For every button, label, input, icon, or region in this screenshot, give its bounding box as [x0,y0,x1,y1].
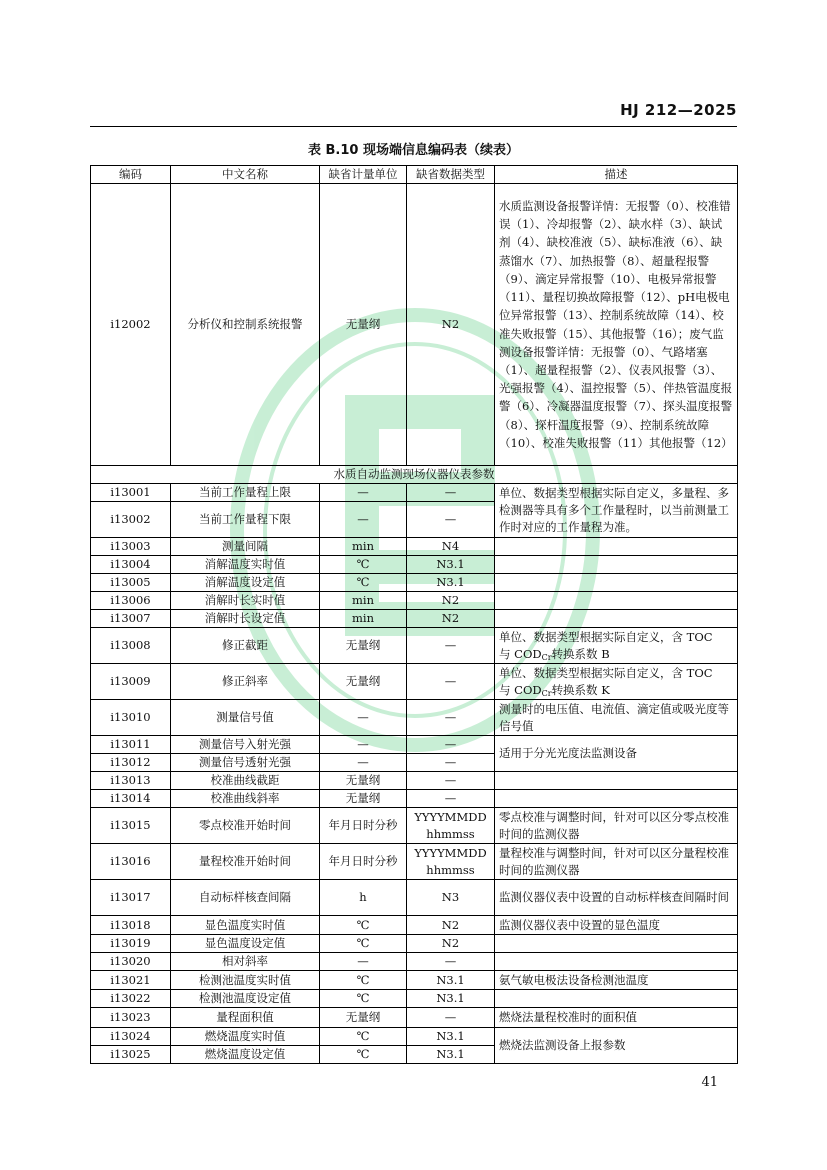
cell-code: i13005 [91,574,171,592]
cell-unit: — [320,484,407,502]
table-row [91,844,738,880]
cell-unit: ℃ [320,935,407,953]
table-row [91,1027,738,1045]
table-row [91,700,738,736]
cell-desc [495,772,738,790]
cell-desc: 水质监测设备报警详情：无报警（0）、校准错误（1）、冷却报警（2）、缺水样（3）、缺试剂（4）、缺校准液（5）、缺标准液（6）、缺蒸馏水（7）、加热报警（8）、超量程报警（9）、滴定异常报警（10）、电极异常报警（11）、量程切换故障报警（12）、pH电极电位异常报警（13）、控制系统故障（14）、校准失败报警（15）、其他报警（16）；废气监测设备报警详情：无报警（0）、气路堵塞（1）、超量程报警（2）、仪表风报警（3）、光强报警（4）、温控报警（5）、伴热管温度报警（6）、冷凝器温度报警（7）、探头温度报警（8）、探杆温度报警（9）、控制系统故障（10）、校准失败报警（11）其他报警（12） [495,184,738,466]
cell-type: — [407,700,495,736]
cell-unit: 无量纲 [320,664,407,700]
cell-name: 相对斜率 [171,953,320,971]
cell-unit: 无量纲 [320,1008,407,1027]
cell-code: i13008 [91,628,171,664]
cell-desc [495,664,738,700]
cell-code: i13011 [91,736,171,754]
table-row [91,736,738,754]
column-header-type: 缺省数据类型 [407,166,495,184]
desc-subscript: Cr [541,688,552,698]
cell-code: i13002 [91,502,171,538]
cell-desc [495,556,738,574]
table-row [91,484,738,502]
table-row [91,538,738,556]
desc-subscript: Cr [541,652,552,662]
cell-name: 自动标样核查间隔 [171,880,320,916]
cell-name: 量程面积值 [171,1008,320,1027]
cell-desc: 单位、数据类型根据实际自定义，多量程、多检测器等具有多个工作量程时，以当前测量工作时对应的工作量程为准。 [495,484,738,538]
cell-unit: 无量纲 [320,184,407,466]
cell-code: i13009 [91,664,171,700]
column-header-desc: 描述 [495,166,738,184]
cell-type: — [407,484,495,502]
cell-code: i13015 [91,808,171,844]
cell-desc [495,610,738,628]
cell-unit: ℃ [320,990,407,1008]
type-time-part: hhmmss [426,862,475,877]
cell-type: — [407,754,495,772]
cell-name: 校准曲线截距 [171,772,320,790]
cell-desc: 量程校准与调整时间，针对可以区分量程校准时间的监测仪器 [495,844,738,880]
table-row [91,610,738,628]
cell-desc [495,935,738,953]
cell-type: N3.1 [407,1045,495,1063]
cell-code: i13020 [91,953,171,971]
cell-unit: 年月日时分秒 [320,844,407,880]
cell-desc [495,628,738,664]
cell-code: i13014 [91,790,171,808]
table-row [91,935,738,953]
column-header-name: 中文名称 [171,166,320,184]
cell-code: i13025 [91,1045,171,1063]
cell-type: N3.1 [407,556,495,574]
standard-code: HJ 212—2025 [620,101,737,119]
cell-type: — [407,953,495,971]
type-time-part: hhmmss [426,826,475,841]
desc-prefix: 与 COD [499,646,542,661]
cell-unit: ℃ [320,574,407,592]
cell-desc: 燃烧法量程校准时的面积值 [495,1008,738,1027]
cell-type: — [407,790,495,808]
cell-code: i13010 [91,700,171,736]
cell-code: i13021 [91,971,171,990]
cell-unit: — [320,953,407,971]
cell-code: i13019 [91,935,171,953]
desc-line: 单位、数据类型根据实际自定义，含 TOC [499,665,713,680]
section-row [91,466,738,484]
desc-prefix: 与 COD [499,682,542,697]
cell-unit: ℃ [320,1027,407,1045]
cell-name: 测量信号值 [171,700,320,736]
table-row [91,184,738,466]
cell-code: i13012 [91,754,171,772]
cell-type: N3.1 [407,574,495,592]
cell-name: 燃烧温度设定值 [171,1045,320,1063]
cell-unit: h [320,880,407,916]
cell-name: 修正截距 [171,628,320,664]
cell-desc [495,790,738,808]
page-number: 41 [701,1075,718,1090]
cell-desc: 氨气敏电极法设备检测池温度 [495,971,738,990]
header-rule [90,126,737,127]
cell-name: 校准曲线斜率 [171,790,320,808]
cell-name: 燃烧温度实时值 [171,1027,320,1045]
cell-code: i13001 [91,484,171,502]
cell-desc: 燃烧法监测设备上报参数 [495,1027,738,1063]
cell-type: N2 [407,935,495,953]
table-row [91,592,738,610]
cell-type: — [407,772,495,790]
cell-unit: min [320,538,407,556]
cell-desc [495,574,738,592]
cell-type: — [407,502,495,538]
table-row [91,574,738,592]
cell-type: N4 [407,538,495,556]
cell-name: 显色温度设定值 [171,935,320,953]
cell-desc: 监测仪器仪表中设置的显色温度 [495,916,738,935]
cell-name: 测量信号入射光强 [171,736,320,754]
cell-name: 消解时长实时值 [171,592,320,610]
cell-name: 消解时长设定值 [171,610,320,628]
cell-unit: — [320,700,407,736]
section-title: 水质自动监测现场仪器仪表参数 [91,466,738,484]
cell-code: i13004 [91,556,171,574]
type-date-part: YYYYMMDD [414,809,487,824]
table-row [91,808,738,844]
cell-code: i13022 [91,990,171,1008]
cell-unit: — [320,736,407,754]
cell-code: i13024 [91,1027,171,1045]
cell-code: i13007 [91,610,171,628]
table-row [91,772,738,790]
cell-unit: 无量纲 [320,772,407,790]
table-header-row [91,166,738,184]
table-row [91,628,738,664]
cell-name: 零点校准开始时间 [171,808,320,844]
cell-code: i13006 [91,592,171,610]
cell-name: 测量间隔 [171,538,320,556]
cell-code: i13016 [91,844,171,880]
cell-unit: ℃ [320,916,407,935]
table-row [91,990,738,1008]
table-row [91,916,738,935]
cell-code: i13017 [91,880,171,916]
cell-name: 当前工作量程下限 [171,502,320,538]
desc-suffix: 转换系数 K [551,682,610,697]
cell-type: N2 [407,916,495,935]
cell-type: N3 [407,880,495,916]
table-row [91,790,738,808]
cell-name: 量程校准开始时间 [171,844,320,880]
cell-unit: min [320,592,407,610]
cell-code: i13003 [91,538,171,556]
cell-unit: 年月日时分秒 [320,808,407,844]
cell-type: — [407,1008,495,1027]
cell-name: 修正斜率 [171,664,320,700]
cell-name: 消解温度设定值 [171,574,320,592]
cell-desc [495,990,738,1008]
table-row [91,953,738,971]
cell-code: i13018 [91,916,171,935]
cell-type: — [407,664,495,700]
cell-unit: 无量纲 [320,628,407,664]
cell-code: i12002 [91,184,171,466]
cell-unit: ℃ [320,971,407,990]
cell-name: 分析仪和控制系统报警 [171,184,320,466]
cell-type [407,844,495,880]
column-header-unit: 缺省计量单位 [320,166,407,184]
cell-name: 消解温度实时值 [171,556,320,574]
cell-type [407,808,495,844]
table-title: 表 B.10 现场端信息编码表（续表） [308,143,519,158]
cell-code: i13013 [91,772,171,790]
cell-desc [495,953,738,971]
cell-type: N3.1 [407,1027,495,1045]
cell-type: — [407,736,495,754]
cell-type: — [407,628,495,664]
info-code-table [90,165,738,1064]
cell-unit: 无量纲 [320,790,407,808]
cell-name: 测量信号透射光强 [171,754,320,772]
cell-unit: — [320,754,407,772]
cell-name: 当前工作量程上限 [171,484,320,502]
cell-desc: 零点校准与调整时间，针对可以区分零点校准时间的监测仪器 [495,808,738,844]
desc-line: 单位、数据类型根据实际自定义，含 TOC [499,629,713,644]
type-date-part: YYYYMMDD [414,845,487,860]
cell-type: N2 [407,610,495,628]
cell-type: N2 [407,592,495,610]
cell-name: 检测池温度实时值 [171,971,320,990]
table-row [91,880,738,916]
cell-unit: min [320,610,407,628]
cell-name: 检测池温度设定值 [171,990,320,1008]
cell-code: i13023 [91,1008,171,1027]
cell-desc [495,592,738,610]
cell-desc: 适用于分光光度法监测设备 [495,736,738,772]
cell-desc: 测量时的电压值、电流值、滴定值或吸光度等信号值 [495,700,738,736]
desc-suffix: 转换系数 B [551,646,610,661]
table-row [91,664,738,700]
cell-unit: ℃ [320,1045,407,1063]
table-row [91,971,738,990]
cell-type: N3.1 [407,990,495,1008]
cell-type: N2 [407,184,495,466]
table-row [91,1008,738,1027]
column-header-code: 编码 [91,166,171,184]
cell-unit: — [320,502,407,538]
table-row [91,556,738,574]
cell-name: 显色温度实时值 [171,916,320,935]
cell-unit: ℃ [320,556,407,574]
cell-desc [495,538,738,556]
cell-type: N3.1 [407,971,495,990]
cell-desc: 监测仪器仪表中设置的自动标样核查间隔时间 [495,880,738,916]
